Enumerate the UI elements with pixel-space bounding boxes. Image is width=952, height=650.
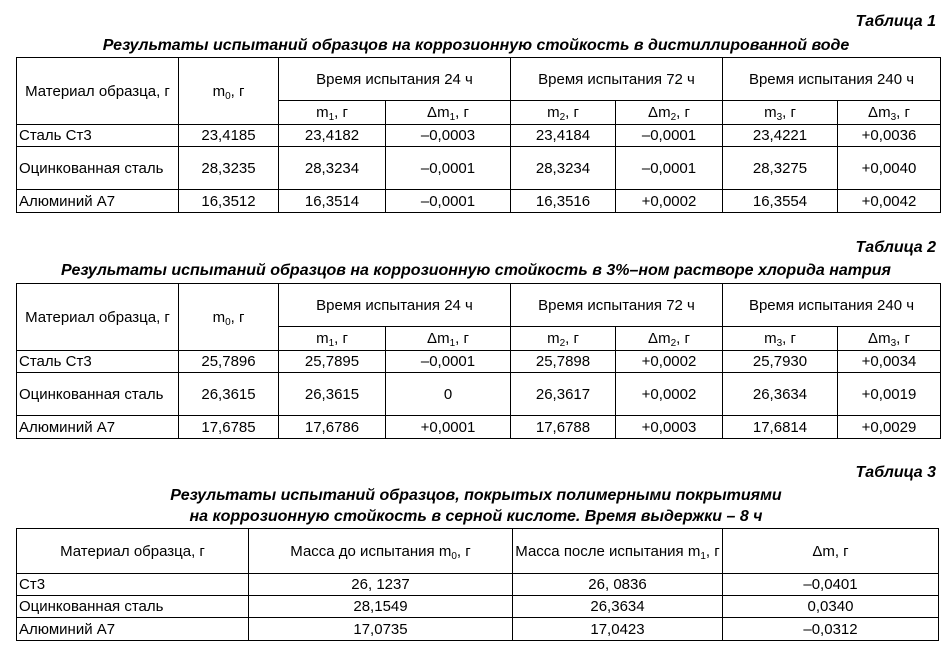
header-time-240: Время испытания 240 ч [723,284,941,327]
cell-m3: 25,7930 [723,351,838,373]
cell-dm2: +0,0002 [616,373,723,416]
cell-m1: 23,4182 [279,125,386,147]
header-mass-before: Масса до испытания $m_0$, г [249,529,513,574]
header-dm: Δm, г [723,529,939,574]
cell-m1: 26,3615 [279,373,386,416]
cell-m0: 16,3512 [179,190,279,213]
cell-m2: 23,4184 [511,125,616,147]
cell-m2: 26,3617 [511,373,616,416]
table1 [16,57,941,213]
cell-m1: 25,7895 [279,351,386,373]
cell-material: Алюминий А7 [17,416,179,439]
header-time-72: Время испытания 72 ч [511,284,723,327]
cell-m2: 25,7898 [511,351,616,373]
table-row [17,574,939,596]
table3-title-line1: Результаты испытаний образцов, покрытых полимерными покрытиями [170,487,782,504]
cell-mass-before: 17,0735 [249,618,513,641]
header-dm3: $\Delta m_3$, г [838,327,941,351]
cell-mass-after: 26, 0836 [513,574,723,596]
cell-dm1: –0,0001 [386,351,511,373]
table1-number: Таблица 1 [855,13,936,30]
cell-dm3: +0,0034 [838,351,941,373]
header-dm1: $\Delta m_1$, г [386,327,511,351]
cell-dm3: +0,0042 [838,190,941,213]
header-time-24: Время испытания 24 ч [279,284,511,327]
table2-number: Таблица 2 [855,239,936,256]
cell-dm3: +0,0029 [838,416,941,439]
header-time-72: Время испытания 72 ч [511,58,723,101]
cell-m2: 16,3516 [511,190,616,213]
cell-m3: 16,3554 [723,190,838,213]
cell-dm: –0,0401 [723,574,939,596]
cell-material: Алюминий А7 [17,190,179,213]
header-m0: $m_0$, г [179,58,279,125]
header-material: Материал образца, г [17,529,249,574]
header-material: Материал образца, г [17,58,179,125]
header-mass-after: Масса после испытания $m_1$, г [513,529,723,574]
cell-material: Сталь Ст3 [17,125,179,147]
cell-dm3: +0,0036 [838,125,941,147]
cell-m0: 26,3615 [179,373,279,416]
header-m1: $m_1$, г [279,327,386,351]
header-dm1: $\Delta m_1$, г [386,101,511,125]
cell-m2: 17,6788 [511,416,616,439]
cell-m1: 16,3514 [279,190,386,213]
cell-m3: 28,3275 [723,147,838,190]
table-row [17,373,941,416]
table3-header-row [17,529,939,574]
cell-dm1: –0,0003 [386,125,511,147]
header-material: Материал образца, г [17,284,179,351]
cell-dm3: +0,0019 [838,373,941,416]
cell-dm2: +0,0003 [616,416,723,439]
header-m3: $m_3$, г [723,327,838,351]
header-dm3: $\Delta m_3$, г [838,101,941,125]
cell-material: Оцинкованная сталь [17,373,179,416]
table-row [17,416,941,439]
table3-number: Таблица 3 [855,464,936,481]
cell-m0: 23,4185 [179,125,279,147]
cell-dm: –0,0312 [723,618,939,641]
header-time-24: Время испытания 24 ч [279,58,511,101]
cell-m0: 28,3235 [179,147,279,190]
cell-dm1: –0,0001 [386,147,511,190]
table-row [17,596,939,618]
cell-material: Сталь Ст3 [17,351,179,373]
cell-material: Алюминий А7 [17,618,249,641]
header-dm2: $\Delta m_2$, г [616,101,723,125]
cell-mass-after: 26,3634 [513,596,723,618]
cell-dm2: –0,0001 [616,125,723,147]
cell-dm1: +0,0001 [386,416,511,439]
cell-dm2: –0,0001 [616,147,723,190]
header-m2: $m_2$, г [511,101,616,125]
header-m0: $m_0$, г [179,284,279,351]
table2 [16,283,941,439]
cell-dm: 0,0340 [723,596,939,618]
cell-m3: 23,4221 [723,125,838,147]
cell-m1: 28,3234 [279,147,386,190]
cell-mass-after: 17,0423 [513,618,723,641]
cell-material: Оцинкованная сталь [17,147,179,190]
cell-m1: 17,6786 [279,416,386,439]
table-row [17,190,941,213]
cell-m0: 17,6785 [179,416,279,439]
table-row [17,351,941,373]
cell-mass-before: 26, 1237 [249,574,513,596]
table2-header-row [17,284,941,327]
cell-dm3: +0,0040 [838,147,941,190]
header-m3: $m_3$, г [723,101,838,125]
cell-dm1: –0,0001 [386,190,511,213]
header-dm2: $\Delta m_2$, г [616,327,723,351]
table-row [17,147,941,190]
table2-title: Результаты испытаний образцов на коррозионную стойкость в 3%–ном растворе хлорида натрия [61,262,891,279]
header-m2: $m_2$, г [511,327,616,351]
table3-title-line2: на коррозионную стойкость в серной кислоте. Время выдержки – 8 ч [189,508,763,525]
cell-m3: 17,6814 [723,416,838,439]
cell-m2: 28,3234 [511,147,616,190]
cell-m0: 25,7896 [179,351,279,373]
cell-material: Ст3 [17,574,249,596]
cell-m3: 26,3634 [723,373,838,416]
table1-header-row [17,58,941,101]
header-m1: $m_1$, г [279,101,386,125]
table3 [16,528,939,641]
table1-title: Результаты испытаний образцов на коррозионную стойкость в дистиллированной воде [102,37,850,54]
cell-dm1: 0 [386,373,511,416]
table-row [17,125,941,147]
cell-dm2: +0,0002 [616,351,723,373]
cell-material: Оцинкованная сталь [17,596,249,618]
table-row [17,618,939,641]
header-time-240: Время испытания 240 ч [723,58,941,101]
cell-mass-before: 28,1549 [249,596,513,618]
cell-dm2: +0,0002 [616,190,723,213]
